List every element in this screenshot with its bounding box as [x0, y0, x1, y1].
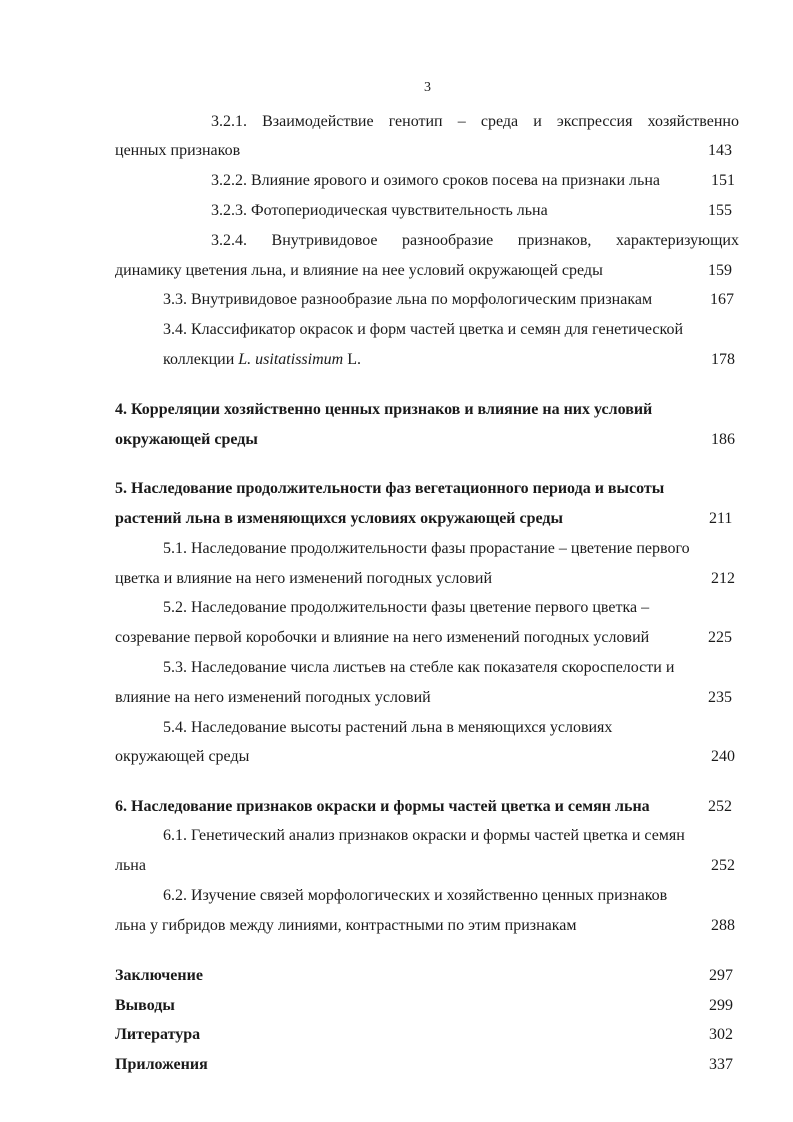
word: хозяйственно [647, 113, 739, 130]
page-ref-3-2-2: 151 [711, 172, 735, 189]
page-ref-6: 252 [708, 798, 732, 815]
toc-entry-3-4-line1: 3.4. Классификатор окрасок и форм частей цветка и семян для генетической [163, 321, 684, 338]
word: среда [480, 113, 519, 130]
toc-chapter-6: 6. Наследование признаков окраски и формы частей цветка и семян льна [115, 798, 650, 815]
page-ref-6-1: 252 [711, 857, 735, 874]
word: генотип [388, 113, 443, 130]
toc-entry-5-1-line1: 5.1. Наследование продолжительности фазы прорастание – цветение первого [163, 540, 690, 557]
page-ref-4: 186 [711, 431, 735, 448]
page-ref-5: 211 [709, 510, 733, 527]
toc-entry-6-2-line1: 6.2. Изучение связей морфологических и хозяйственно ценных признаков [163, 887, 668, 904]
toc-entry-6-1-line1: 6.1. Генетический анализ признаков окраски и формы частей цветка и семян [163, 827, 685, 844]
page-ref-5-2: 225 [708, 629, 732, 646]
word: характеризующих [615, 232, 739, 249]
page-ref-findings: 299 [709, 997, 733, 1014]
page-ref-3-2-3: 155 [708, 202, 732, 219]
word: Взаимодействие [262, 113, 374, 130]
word: и [533, 113, 542, 130]
toc-entry-5-1-line2: цветка и влияние на него изменений погодных условий [115, 570, 492, 587]
toc-entry-3-4-line2 [163, 350, 361, 370]
toc-chapter-4-line2: окружающей среды [115, 431, 258, 448]
word: признаков, [517, 232, 592, 249]
toc-conclusion: Заключение [115, 967, 203, 984]
word: – [457, 113, 466, 130]
toc-entry-3-2-1-line2: ценных признаков [115, 142, 241, 159]
toc-entry-6-1-line2: льна [115, 857, 146, 874]
text: L. [343, 351, 361, 368]
toc-entry-3-2-1-line1 [211, 112, 739, 132]
page-ref-6-2: 288 [711, 917, 735, 934]
page-ref-5-4: 240 [711, 748, 735, 765]
toc-chapter-4-line1: 4. Корреляции хозяйственно ценных признаков и влияние на них условий [115, 401, 653, 418]
page-ref-3-2-1: 143 [708, 142, 732, 159]
toc-entry-3-2-2: 3.2.2. Влияние ярового и озимого сроков посева на признаки льна [211, 172, 660, 189]
page-ref-5-1: 212 [711, 570, 735, 587]
page-number: 3 [424, 80, 431, 95]
toc-entry-5-3-line2: влияние на него изменений погодных условий [115, 689, 431, 706]
toc-entry-5-2-line2: созревание первой коробочки и влияние на него изменений погодных условий [115, 629, 650, 646]
toc-entry-6-2-line2: льна у гибридов между линиями, контрастными по этим признакам [115, 917, 577, 934]
page-ref-3-3: 167 [710, 291, 734, 308]
page-ref-3-4: 178 [711, 351, 735, 368]
word: Внутривидовое [271, 232, 378, 249]
toc-entry-5-4-line1: 5.4. Наследование высоты растений льна в меняющихся условиях [163, 719, 613, 736]
toc-findings: Выводы [115, 997, 175, 1014]
word: 3.2.1. [211, 113, 247, 130]
page-ref-5-3: 235 [708, 689, 732, 706]
page-ref-appendices: 337 [709, 1056, 733, 1073]
page-ref-literature: 302 [709, 1026, 733, 1043]
toc-entry-5-4-line2: окружающей среды [115, 748, 250, 765]
text: коллекции [163, 351, 239, 368]
toc-entry-3-2-4-line2: динамику цветения льна, и влияние на нее условий окружающей среды [115, 262, 603, 279]
toc-entry-3-2-3: 3.2.3. Фотопериодическая чувствительность льна [211, 202, 548, 219]
toc-literature: Литература [115, 1026, 201, 1043]
toc-chapter-5-line1: 5. Наследование продолжительности фаз вегетационного периода и высоты [115, 480, 665, 497]
toc-appendices: Приложения [115, 1056, 208, 1073]
word: экспрессия [556, 113, 633, 130]
toc-entry-3-3: 3.3. Внутривидовое разнообразие льна по морфологическим признакам [163, 291, 653, 308]
toc-entry-5-3-line1: 5.3. Наследование числа листьев на стебле как показателя скороспелости и [163, 659, 675, 676]
page-ref-conclusion: 297 [709, 967, 733, 984]
toc-chapter-5-line2: растений льна в изменяющихся условиях окружающей среды [115, 510, 563, 527]
species-name: L. usitatissimum [238, 351, 344, 368]
page-ref-3-2-4: 159 [708, 262, 732, 279]
word: разнообразие [402, 232, 494, 249]
word: 3.2.4. [211, 232, 247, 249]
toc-entry-3-2-4-line1 [211, 231, 739, 251]
toc-entry-5-2-line1: 5.2. Наследование продолжительности фазы цветение первого цветка – [163, 599, 650, 616]
